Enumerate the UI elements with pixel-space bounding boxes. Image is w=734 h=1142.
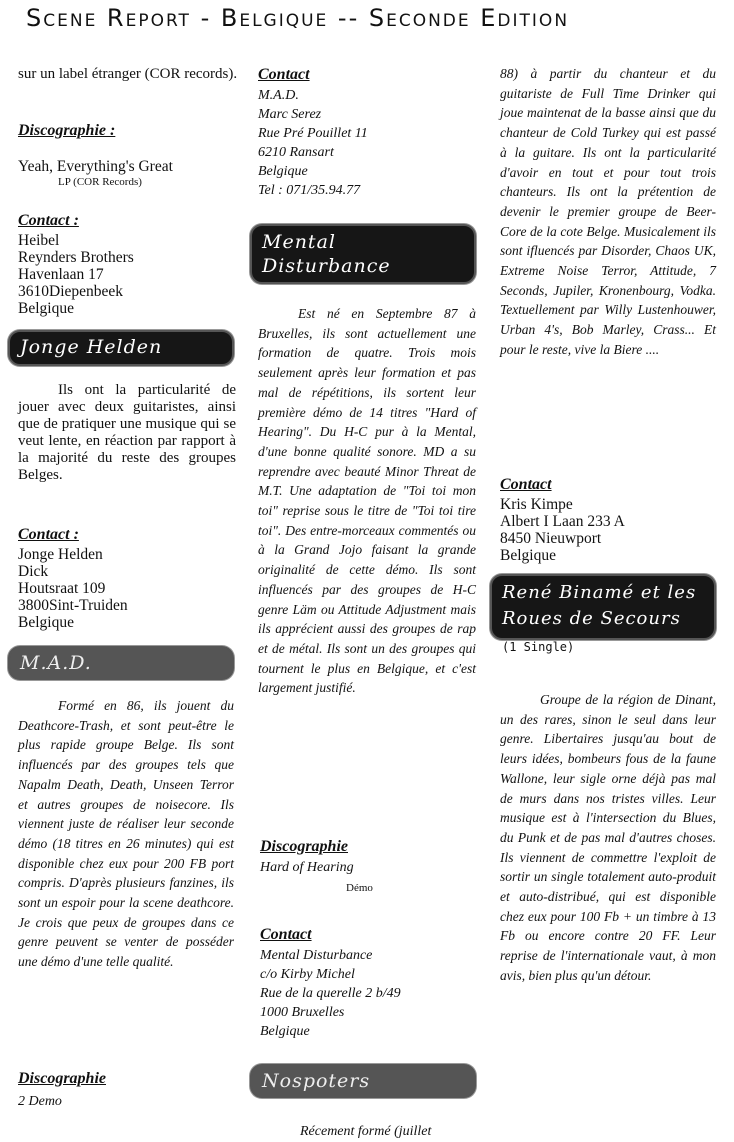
band-text-jonge-helden: Ils ont la particularité de jouer avec deux guitaristes, ainsi que de pratiquer une musique qui se veut lente, en réaction par rapport à la majorité du reste des groupes Belges. bbox=[18, 382, 236, 483]
band-name-line-1: René Binamé et les bbox=[502, 582, 697, 603]
band-name-line-2: Roues de Secours bbox=[502, 608, 681, 629]
contact-heading: Contact bbox=[500, 476, 552, 493]
intro-text: sur un label étranger (COR records). bbox=[18, 66, 238, 82]
band-banner-jonge-helden: Jonge Helden bbox=[8, 330, 234, 366]
page-title: Scene Report - Belgique -- Seconde Edition bbox=[26, 4, 570, 32]
contact-address: M.A.D. Marc Serez Rue Pré Pouillet 11 6210 Ransart Belgique Tel : 071/35.94.77 bbox=[258, 88, 368, 198]
contact-address: Heibel Reynders Brothers Havenlaan 17 3610Diepenbeek Belgique bbox=[18, 232, 134, 317]
band-banner-mental-disturbance bbox=[250, 224, 476, 284]
band-discography-heading: Discographie bbox=[18, 1070, 106, 1087]
band-subtitle: (1 Single) bbox=[502, 640, 575, 654]
band-name-line-1: Mental bbox=[262, 231, 336, 253]
band-contact-heading: Contact bbox=[260, 926, 312, 943]
band-text-rene-biname: Groupe de la région de Dinant, un des rares, sinon le seul dans leur genre. Libertaires jusqu'au bout de leurs idées, bombeurs fous de la faune Wallone, leur sigle orne déjà pas mal de murs dans nos tristes villes. Leur musique est à l'intersection du Blues, du Punk et de pas mal d'autres choses. Ils viennent de commettre l'exploit de sortir un single totalement auto-produit et auto-distribué, qui est disponible chez eux pour 100 Fb + un timbre à 13 Fb ou encore contre 20 FF. Leur reprise de l'internationale vaut, à mon avis, bien plus qu'un détour. bbox=[500, 692, 716, 983]
band-discography: Hard of Hearing bbox=[260, 860, 354, 875]
band-contact-heading: Contact : bbox=[18, 526, 79, 543]
band-discography: 2 Demo bbox=[18, 1094, 62, 1109]
contact-heading: Contact bbox=[258, 66, 310, 83]
contact-heading: Contact : bbox=[18, 212, 79, 229]
band-text-nospoters-cont: 88) à partir du chanteur et du guitariste de Full Time Drinker qui joue maintenat de la basse ainsi que du chanteur de Cold Turkey qui est passé à la guitare. Ils ont la particularité d'avoir en tout et pour tout trois chanteurs. Ils ont la prétention de devenir le premier groupe de Beer-Core de la cote Belge. Musicalement ils sont ifluencés par Disorder, Chaos UK, Extreme Noise Terror, Attitude, 7 Seconds, Jupiler, Kronenbourg, Vodka. Textuellement par Willy Lustenhouwer, Urban 4's, Bob Marley, Crass... Et pour le reste, vive la Biere .... bbox=[500, 66, 716, 357]
band-contact-address: Mental Disturbance c/o Kirby Michel Rue de la querelle 2 b/49 1000 Bruxelles Belgique bbox=[260, 948, 401, 1039]
band-text-mad: Formé en 86, ils jouent du Deathcore-Trash, et sont peut-être le plus rapide groupe Belge. Ils sont influencés par des groupes tels que Napalm Death, Death, Unseen Terror et autres groupes de noisecore. Ils viennent juste de réaliser leur seconde démo (18 titres en 26 minutes) qui est disponible chez eux pour 200 FB port compris. D'après plusieurs fanzines, ils sont un espoir pour la scene deathcore. Je crois que peux de groupes dans ce genre peuvent se venter de posséder une démo d'une telle qualité. bbox=[18, 698, 234, 970]
release-title: Yeah, Everything's Great bbox=[18, 158, 173, 175]
band-banner-mad: M.A.D. bbox=[8, 646, 234, 680]
band-discography-heading: Discographie bbox=[260, 838, 348, 855]
discography-heading: Discographie : bbox=[18, 122, 116, 139]
band-text-mental-disturbance: Est né en Septembre 87 à Bruxelles, ils sont actuellement une formation de quatre. Trois mois seulement après leur formation et pas mal de répétitions, ils sortent leur première démo de 14 titres "Hard of Hearing". Du H-C pur à la Mental, d'une bonne qualité sonore. MD a su reprendre avec beauté Minor Threat de M.T. Une adaptation de "Toi toi mon toi" reprise sous le titre de "Toi toi tire toi". Des entre-morceaux commentés ou à la Grand Jojo faisant la grande originalité de cette démo. Ils sont influencés par des groupes de H-C genre Läm ou Attitude Adjustment mais ils apprécient aussi des groupes de rap et de métal. Ils sont un des groupes qui tournent le plus en Belgique, et c'est largement justifié. bbox=[258, 306, 476, 696]
band-name-line-2: Disturbance bbox=[262, 255, 391, 277]
band-banner-nospoters: Nospoters bbox=[250, 1064, 476, 1098]
band-text-nospoters: Récement formé (juillet bbox=[300, 1124, 432, 1139]
contact-address: Kris Kimpe Albert I Laan 233 A 8450 Nieuwport Belgique bbox=[500, 496, 625, 564]
release-format: LP (COR Records) bbox=[58, 176, 142, 188]
band-banner-rene-biname bbox=[490, 574, 716, 640]
band-discography-format: Démo bbox=[346, 882, 373, 894]
band-contact-address: Jonge Helden Dick Houtsraat 109 3800Sint-Truiden Belgique bbox=[18, 546, 128, 631]
